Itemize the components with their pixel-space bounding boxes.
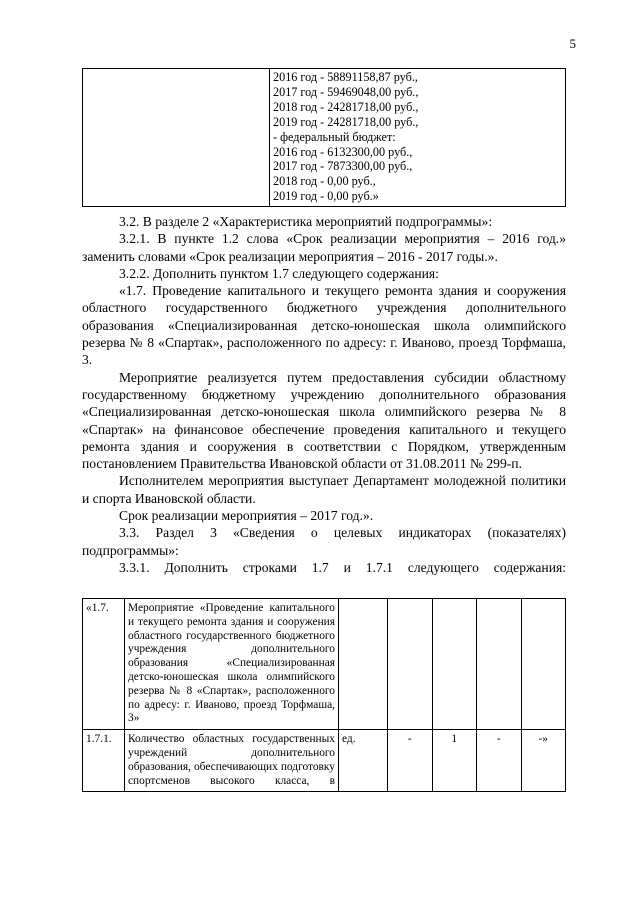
row-unit: [339, 599, 388, 730]
budget-line: 2018 год - 0,00 руб.,: [273, 174, 376, 189]
paragraph-section-3-2-2: 3.2.2. Дополнить пунктом 1.7 следующего содержания:: [119, 265, 439, 281]
row-value-2019: [521, 599, 566, 730]
budget-line: 2017 год - 7873300,00 руб.,: [273, 159, 413, 174]
paragraph-deadline: Срок реализации мероприятия – 2017 год.».: [119, 508, 374, 524]
budget-line: 2019 год - 0,00 руб.»: [273, 189, 379, 204]
budget-line: 2016 год - 58891158,87 руб.,: [273, 70, 418, 84]
row-description: [125, 730, 339, 792]
row-value-2018: -: [477, 730, 522, 792]
paragraph-executor: Исполнителем мероприятия выступает Департамент молодежной политики и спорта Ивановской области.: [82, 473, 566, 506]
paragraph-item-1-7: «1.7. Проведение капитального и текущего ремонта здания и сооружения областного государственного бюджетного учреждения дополнительного образования «Специализированная детско-юношеская школа олимпийского резерва № 8 «Спартак», расположенного по адресу: г. Иваново, проезд Торфмаша, 3.: [82, 283, 566, 368]
budget-line: - федеральный бюджет:: [273, 129, 396, 144]
row-value-2017: 1: [432, 730, 477, 792]
table-row: [83, 599, 566, 730]
paragraph-section-3-2-1: 3.2.1. В пункте 1.2 слова «Срок реализации мероприятия – 2016 год.» заменить словами «Срок реализации мероприятия – 2016 - 2017 годы.».: [82, 231, 566, 264]
row-value-2016: -: [388, 730, 433, 792]
budget-line: 2016 год - 6132300,00 руб.,: [273, 144, 413, 159]
row-value-2016: [388, 599, 433, 730]
paragraph-section-3-3: 3.3. Раздел 3 «Сведения о целевых индикаторах (показателях) подпрограммы»:: [82, 525, 566, 558]
paragraph-section-3-3-1: 3.3.1. Дополнить строками 1.7 и 1.7.1 следующего содержания:: [119, 559, 566, 575]
row-number: «1.7.: [83, 599, 125, 730]
row-description-text: Количество областных государственных учреждений дополнительного образования, обеспечивающих подготовку спортсменов высокого класса, в: [128, 733, 335, 787]
row-description: [125, 599, 339, 730]
row-value-2019: -»: [521, 730, 566, 792]
page-number: 5: [569, 36, 576, 51]
row-number: 1.7.1.: [83, 730, 125, 792]
paragraph-section-3-2: 3.2. В разделе 2 «Характеристика мероприятий подпрограммы»:: [119, 214, 493, 229]
paragraph-measure-description: Мероприятие реализуется путем предоставления субсидии областному государственному бюджетному учреждению дополнительного образования «Специализированная детско-юношеская школа олимпийского резерва № 8 «Спартак» на финансовое обеспечение проведения капитального и текущего ремонта здания и сооружения в соответствии с Порядком, утвержденным постановлением Правительства Ивановской области от 31.08.2011 № 299-п.: [82, 369, 566, 472]
budget-line: 2018 год - 24281718,00 руб.,: [273, 99, 419, 114]
table-row: [83, 730, 566, 792]
budget-table: [82, 68, 566, 207]
indicators-table: [82, 598, 566, 792]
row-value-2017: [432, 599, 477, 730]
budget-line: 2017 год - 59469048,00 руб.,: [273, 84, 419, 99]
row-value-2018: [477, 599, 522, 730]
body-text: [82, 213, 566, 576]
row-unit: ед.: [339, 730, 388, 792]
budget-table-label-cell: [83, 69, 270, 207]
budget-table-values-cell: [270, 69, 566, 207]
budget-line: 2019 год - 24281718,00 руб.,: [273, 114, 419, 129]
row-description-text: Мероприятие «Проведение капитального и текущего ремонта здания и сооружения областного государственного бюджетного учреждения дополнительного образования «Специализированная детско-юношеская школа олимпийского резерва № 8 «Спартак», расположенного по адресу: г. Иваново, проезд Торфмаша, 3»: [128, 602, 335, 725]
